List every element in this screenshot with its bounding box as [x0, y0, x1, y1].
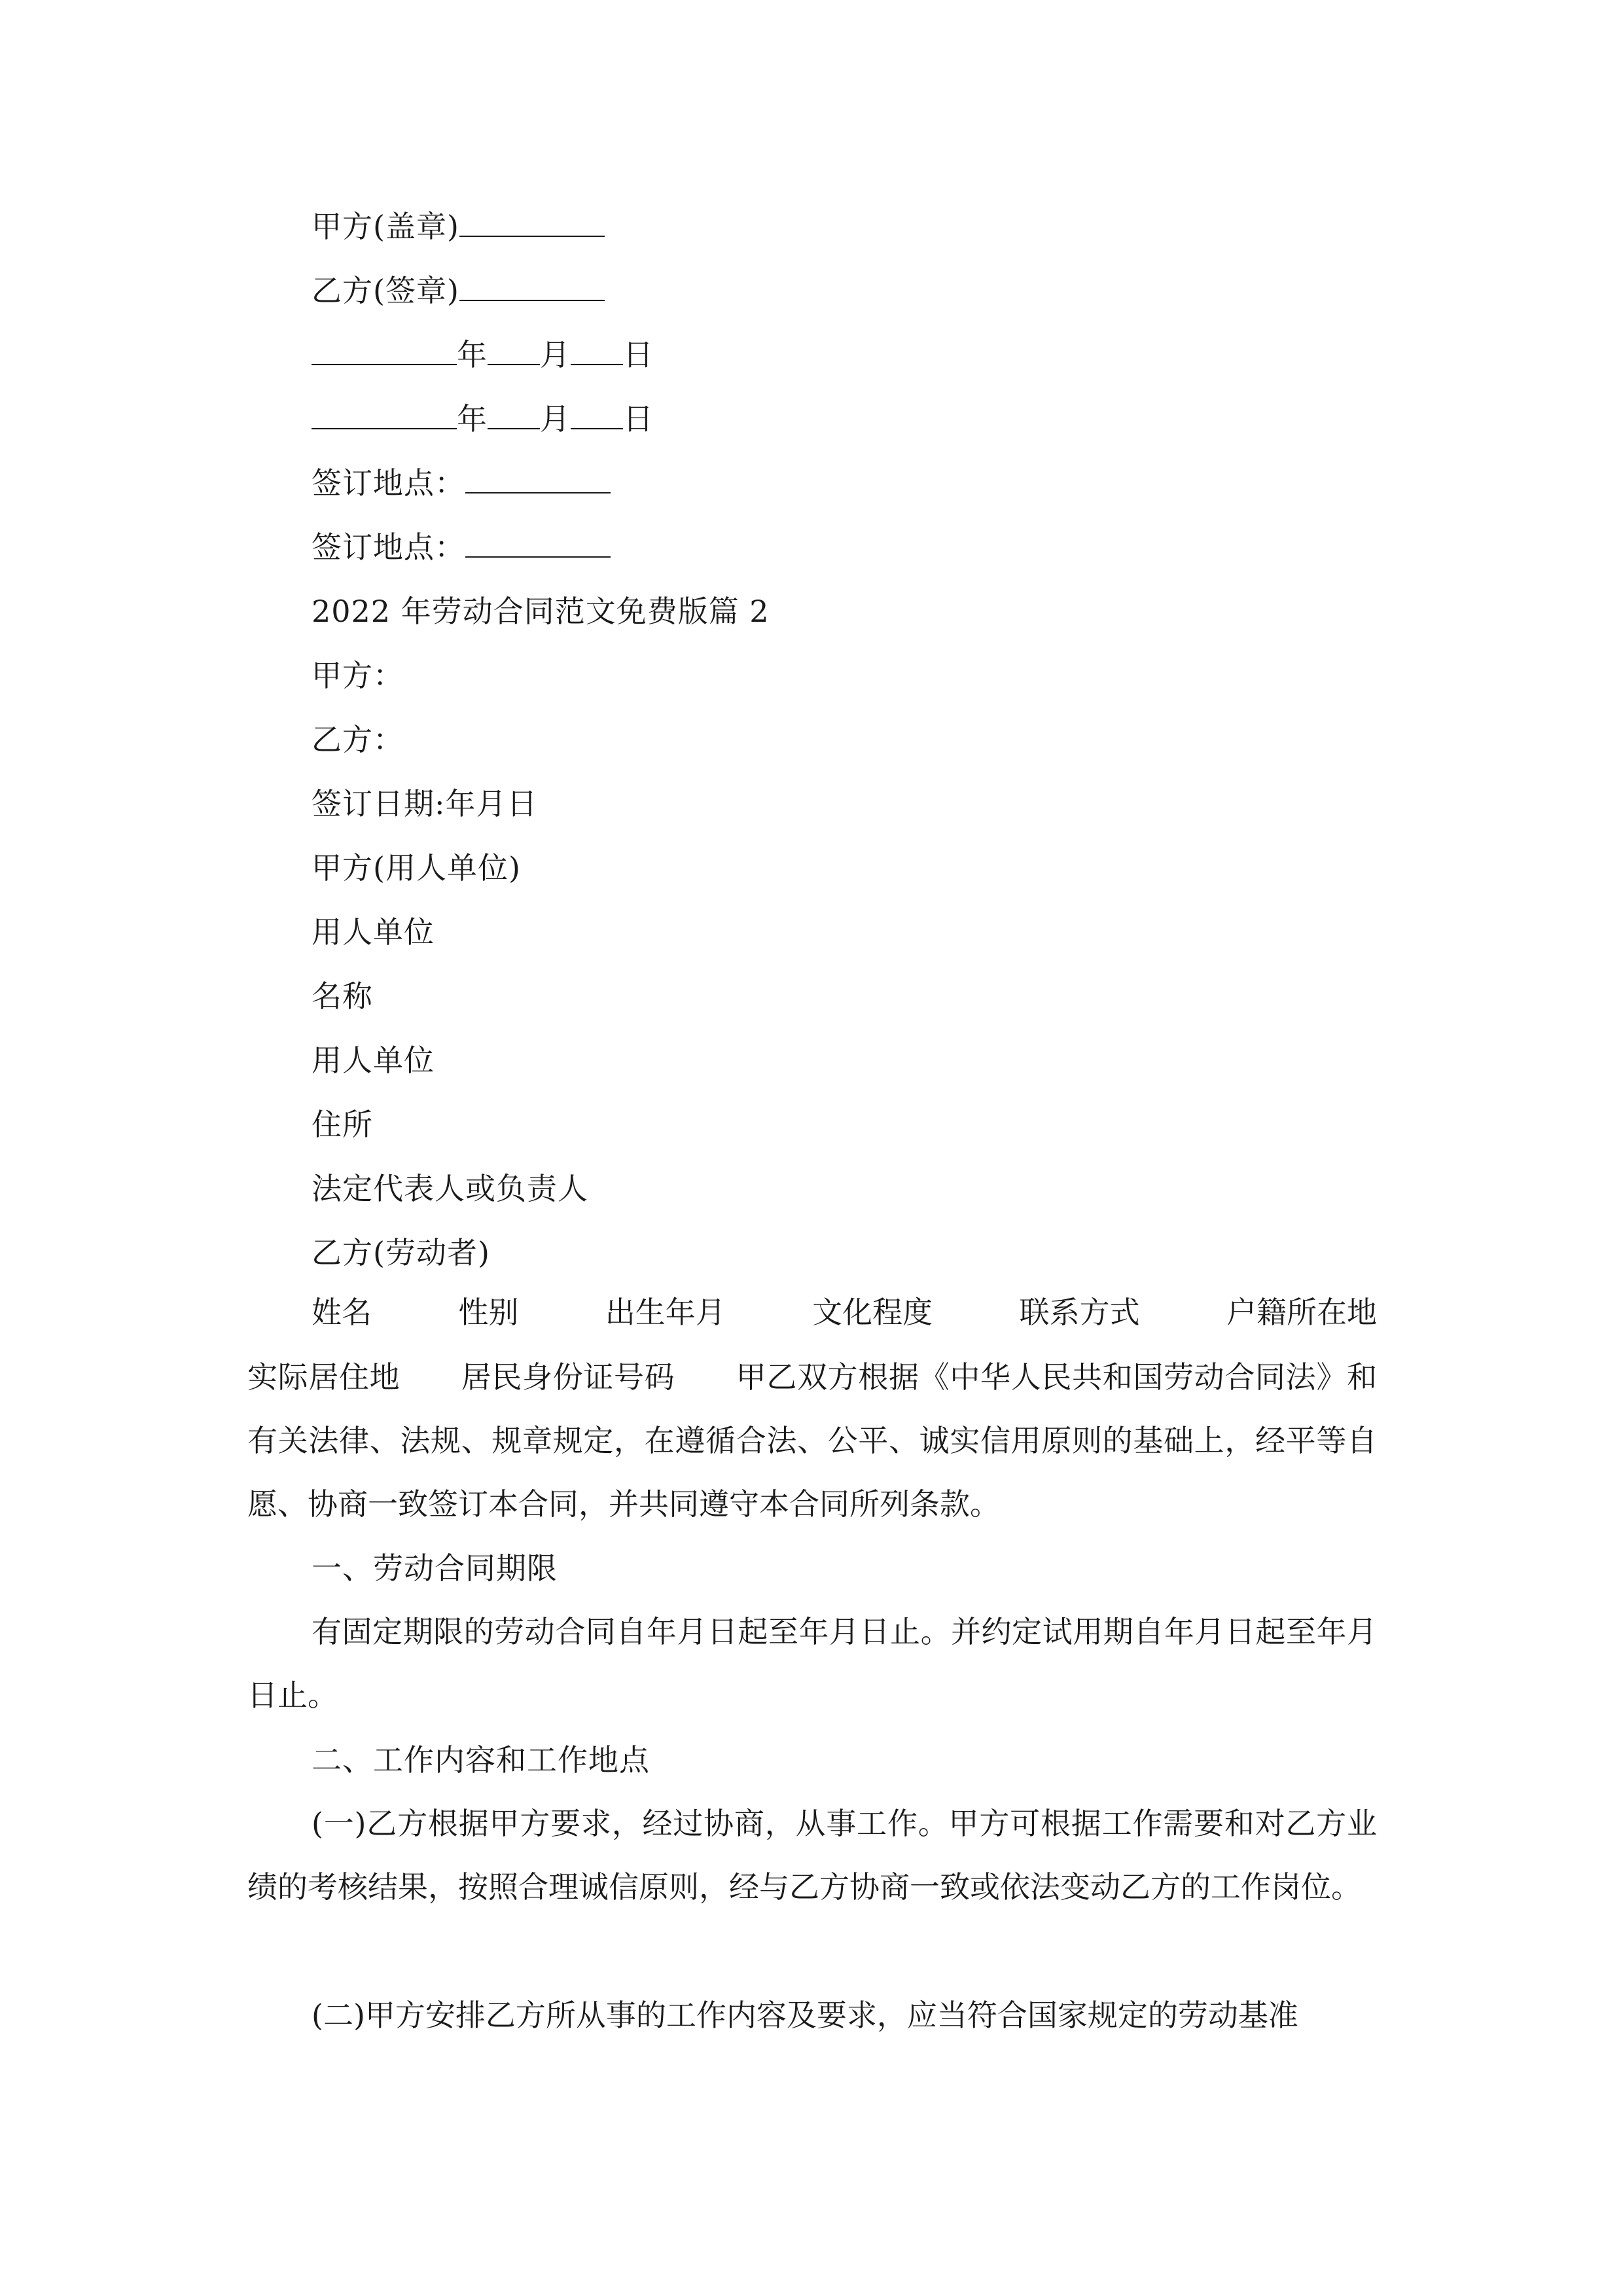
legal-rep-label: 法定代表人或负责人	[312, 1171, 588, 1206]
clause-2-item-2: (二)甲方安排乙方所从事的工作内容及要求，应当符合国家规定的劳动基准	[312, 1998, 1298, 2033]
section-title: 2022 年劳动合同范文免费版篇 2	[312, 594, 770, 629]
month-label: 月	[540, 401, 571, 437]
day-label: 日	[623, 401, 654, 437]
party-a-seal-blank	[459, 207, 605, 237]
sign-place-blank	[465, 528, 611, 558]
month-blank	[488, 399, 540, 429]
party-a-seal-line	[312, 207, 605, 246]
clause-2-item-1: (一)乙方根据甲方要求，经过协商，从事工作。甲方可根据工作需要和对乙方业绩的考核结果，按照合理诚信原则，经与乙方协商一致或依法变动乙方的工作岗位。	[247, 1806, 1377, 1905]
intro-paragraph: 实际居住地 居民身份证号码 甲乙双方根据《中华人民共和国劳动合同法》和有关法律、法规、规章规定，在遵循合法、公平、诚实信用原则的基础上，经平等自愿、协商一致签订本合同，并共同遵守本合同所列条款。	[247, 1359, 1377, 1522]
year-label: 年	[457, 401, 488, 437]
date-line-b	[312, 399, 654, 439]
worker-fields-row	[312, 1293, 1377, 1332]
month-blank	[488, 335, 540, 365]
party-a-seal-label: 甲方(盖章)	[312, 209, 459, 244]
residence-label: 住所	[312, 1107, 373, 1142]
name-label: 名称	[312, 978, 373, 1014]
day-label: 日	[623, 337, 654, 372]
party-a-employer-label: 甲方(用人单位)	[312, 850, 521, 886]
clause-1-text: 有固定期限的劳动合同自年月日起至年月日止。并约定试用期自年月日起至年月日止。	[247, 1614, 1377, 1713]
field-education: 文化程度	[812, 1295, 933, 1330]
field-birth: 出生年月	[605, 1295, 726, 1330]
field-contact: 联系方式	[1019, 1295, 1140, 1330]
day-blank	[571, 335, 623, 365]
party-a-label: 甲方：	[312, 658, 404, 693]
sign-place-line-b	[312, 528, 611, 567]
sign-date-label: 签订日期:年月日	[312, 786, 538, 821]
party-b-sign-line	[312, 271, 605, 310]
party-b-worker-label: 乙方(劳动者)	[312, 1235, 490, 1270]
month-label: 月	[540, 337, 571, 372]
date-line-a	[312, 335, 654, 374]
employer-label: 用人单位	[312, 914, 435, 950]
party-b-label: 乙方：	[312, 722, 404, 757]
clause-1-title: 一、劳动合同期限	[312, 1551, 558, 1586]
employer-label: 用人单位	[312, 1043, 435, 1078]
year-blank	[312, 399, 457, 429]
year-label: 年	[457, 337, 488, 372]
day-blank	[571, 399, 623, 429]
year-blank	[312, 335, 457, 365]
sign-place-label: 签订地点：	[312, 529, 465, 565]
party-b-sign-label: 乙方(签章)	[312, 273, 459, 308]
party-b-sign-blank	[459, 271, 605, 301]
field-household: 户籍所在地	[1226, 1295, 1377, 1330]
sign-place-line-a	[312, 463, 611, 503]
field-name: 姓名	[312, 1295, 372, 1330]
sign-place-label: 签订地点：	[312, 465, 465, 501]
sign-place-blank	[465, 463, 611, 493]
field-gender: 性别	[458, 1295, 519, 1330]
clause-2-title: 二、工作内容和工作地点	[312, 1742, 650, 1778]
